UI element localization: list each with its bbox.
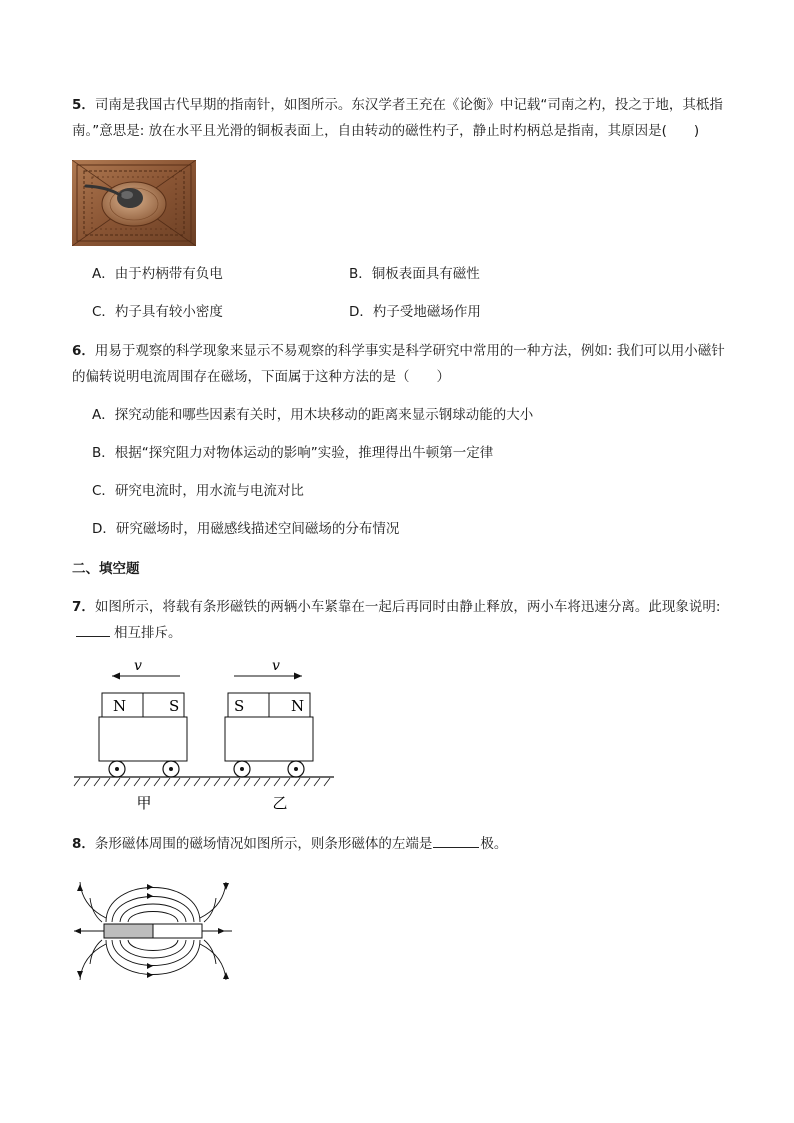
section-fill-blank-title: 二、填空题	[72, 561, 140, 577]
question-7-number: 7．	[72, 599, 95, 615]
q8-answer-blank[interactable]	[433, 833, 479, 848]
question-6	[72, 338, 732, 390]
cart-jia-pole-left: N	[113, 697, 127, 715]
q7-answer-blank[interactable]	[76, 622, 110, 637]
question-7-text: 如图所示，将载有条形磁铁的两辆小车紧靠在一起后再同时由静止释放，两小车将迅速分离。此现象说明:	[94, 599, 721, 615]
cart-yi	[225, 693, 313, 777]
bar-magnet-field-figure	[72, 868, 234, 994]
cart-jia	[99, 693, 187, 777]
question-8-text: 条形磁体周围的磁场情况如图所示，则条形磁体的左端是	[94, 836, 433, 852]
question-8-text-after: 极。	[480, 836, 508, 852]
question-5	[72, 92, 732, 144]
left-arrow-icon	[112, 673, 120, 680]
q6-option-d[interactable]: D．研究磁场时，用磁感线描述空间磁场的分布情况	[92, 521, 400, 537]
bar-magnet-left-half	[104, 924, 153, 938]
cart-right-velocity-label: v	[272, 658, 280, 674]
question-7	[72, 594, 732, 646]
question-8	[72, 831, 732, 857]
question-6-number: 6．	[72, 343, 95, 359]
q5-option-b[interactable]: B．铜板表面具有磁性	[349, 266, 480, 282]
question-6-text: 用易于观察的科学现象来显示不易观察的科学事实是科学研究中常用的一种方法，例如: 我们可以用小磁针的偏转说明电流周围存在磁场，下面属于这种方法的是（ ）	[72, 343, 725, 385]
sinan-compass-image	[72, 160, 196, 246]
cart-left-velocity-label: v	[134, 658, 142, 674]
cart-jia-caption: 甲	[136, 794, 152, 812]
q6-option-a[interactable]: A．探究动能和哪些因素有关时，用木块移动的距离来显示钢球动能的大小	[92, 407, 534, 423]
q5-option-c[interactable]: C．杓子具有较小密度	[92, 304, 223, 320]
q5-option-a[interactable]: A．由于杓柄带有负电	[92, 266, 223, 282]
right-arrow-icon	[294, 673, 302, 680]
cart-jia-pole-right: S	[169, 697, 180, 715]
q6-option-b[interactable]: B．根据“探究阻力对物体运动的影响”实验，推理得出牛顿第一定律	[92, 445, 494, 461]
cart-yi-pole-right: N	[291, 697, 305, 715]
cart-yi-caption: 乙	[272, 794, 288, 812]
bar-magnet-right-half	[153, 924, 202, 938]
question-7-text-after: 相互排斥。	[114, 625, 182, 641]
q5-option-d[interactable]: D．杓子受地磁场作用	[349, 304, 481, 320]
question-5-number: 5．	[72, 97, 95, 113]
magnet-carts-figure	[72, 652, 340, 814]
question-5-text: 司南是我国古代早期的指南针，如图所示。东汉学者王充在《论衡》中记载“司南之杓，投之于地，其柢指南。”意思是: 放在水平且光滑的铜板表面上，自由转动的磁性杓子，静止时杓柄总是指南，其原因是( )	[72, 97, 723, 139]
q6-option-c[interactable]: C．研究电流时，用水流与电流对比	[92, 483, 304, 499]
cart-yi-pole-left: S	[234, 697, 245, 715]
question-8-number: 8．	[72, 836, 95, 852]
